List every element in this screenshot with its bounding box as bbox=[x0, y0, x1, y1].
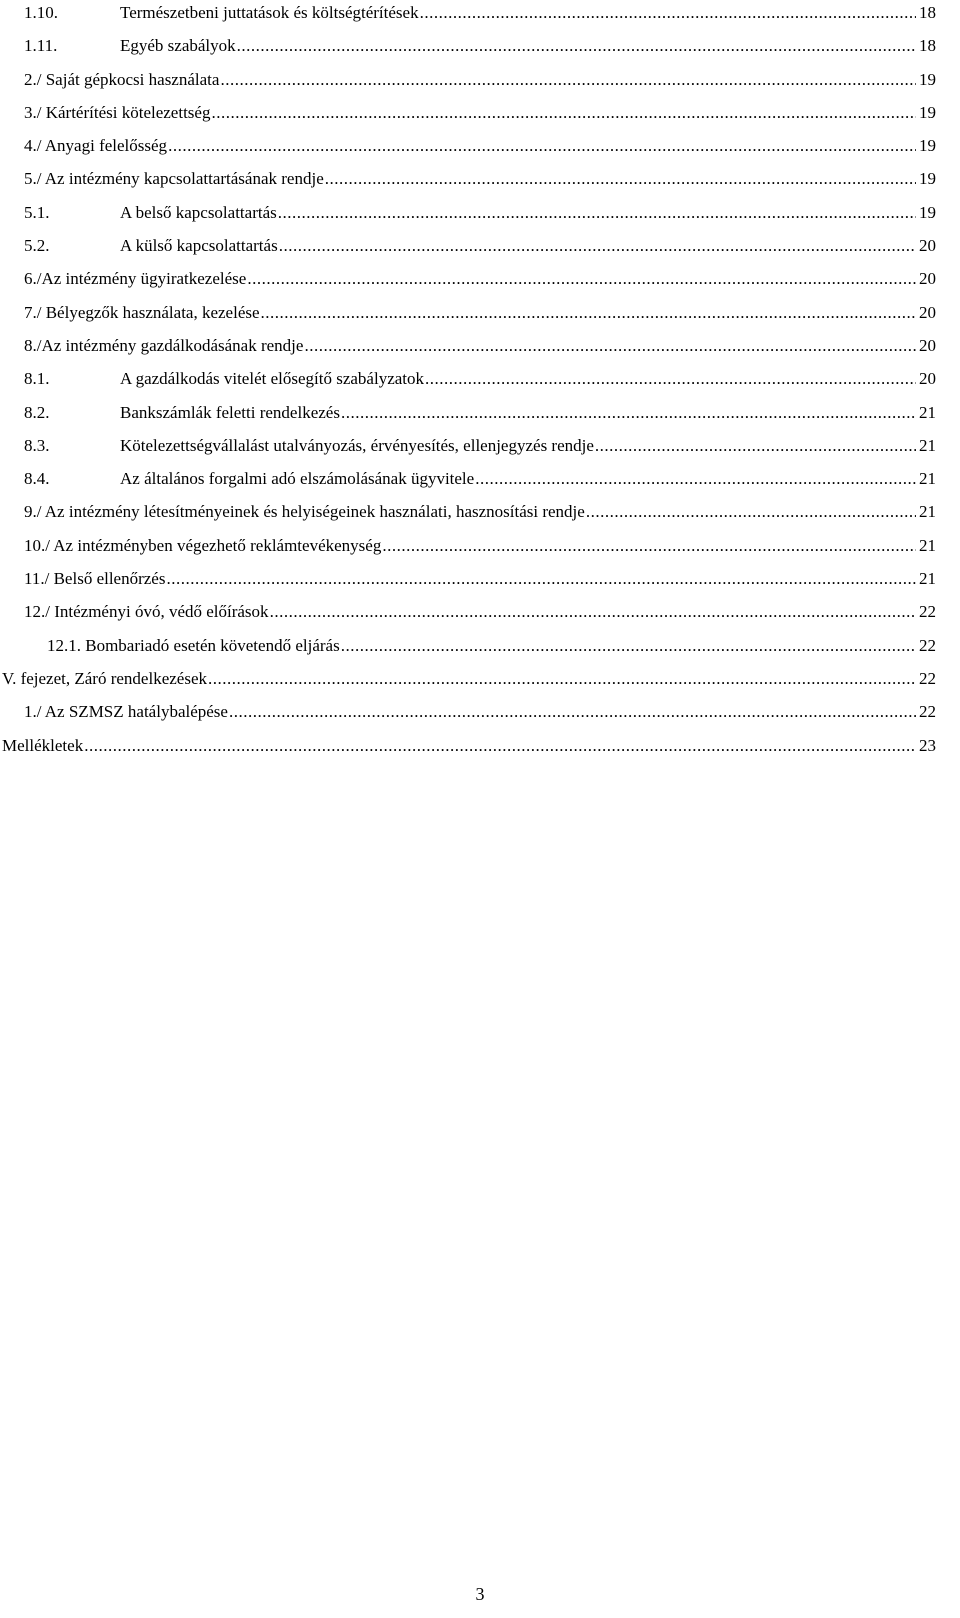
toc-entry-page: 20 bbox=[919, 369, 936, 389]
toc-entry-page: 20 bbox=[919, 302, 936, 322]
toc-entry-number: 1.10. bbox=[24, 3, 58, 22]
toc-entry[interactable] bbox=[0, 429, 960, 462]
toc-entry[interactable] bbox=[0, 695, 960, 728]
toc-entry-title: 8./Az intézmény gazdálkodásának rendje bbox=[24, 335, 304, 355]
toc-entry-page: 21 bbox=[919, 469, 936, 489]
toc-entry[interactable] bbox=[0, 495, 960, 528]
toc-entry[interactable] bbox=[0, 162, 960, 195]
toc-entry-title: Mellékletek bbox=[2, 735, 84, 755]
toc-dot-leader bbox=[261, 296, 916, 329]
toc-entry-page: 20 bbox=[919, 335, 936, 355]
toc-entry-page: 20 bbox=[919, 236, 936, 256]
toc-entry-title: 2./ Saját gépkocsi használata bbox=[24, 69, 220, 89]
toc-entry-title: V. fejezet, Záró rendelkezések bbox=[2, 668, 207, 688]
toc-dot-leader bbox=[382, 529, 916, 562]
toc-dot-leader bbox=[304, 329, 916, 362]
toc-entry[interactable] bbox=[0, 362, 960, 395]
toc-entry-page: 21 bbox=[919, 402, 936, 422]
toc-dot-leader bbox=[475, 462, 916, 495]
toc-dot-leader bbox=[211, 96, 916, 129]
toc-dot-leader bbox=[237, 29, 916, 62]
toc-entry-page: 21 bbox=[919, 535, 936, 555]
toc-entry-title: A belső kapcsolattartás bbox=[120, 202, 277, 222]
toc-entry[interactable] bbox=[0, 262, 960, 295]
toc-entry-title: 6./Az intézmény ügyiratkezelése bbox=[24, 269, 247, 289]
toc-entry-title: 3./ Kártérítési kötelezettség bbox=[24, 102, 211, 122]
page-number: 3 bbox=[475, 1584, 485, 1604]
toc-dot-leader bbox=[341, 629, 916, 662]
toc-entry-title: Kötelezettségvállalást utalványozás, érvényesítés, ellenjegyzés rendje bbox=[120, 435, 594, 455]
toc-dot-leader bbox=[270, 595, 916, 628]
toc-entry-title: Egyéb szabályok bbox=[120, 36, 236, 56]
toc-dot-leader bbox=[220, 63, 916, 96]
toc-entry-number: 1.11. bbox=[24, 36, 58, 56]
toc-entry-page: 19 bbox=[919, 202, 936, 222]
toc-entry-page: 21 bbox=[919, 569, 936, 589]
toc-dot-leader bbox=[168, 129, 916, 162]
toc-entry-page: 18 bbox=[919, 36, 936, 56]
toc-entry-page: 19 bbox=[919, 169, 936, 189]
toc-entry-title: 10./ Az intézményben végezhető reklámtevékenység bbox=[24, 535, 382, 555]
toc-entry[interactable] bbox=[0, 329, 960, 362]
toc-dot-leader bbox=[325, 162, 916, 195]
toc-entry[interactable] bbox=[0, 63, 960, 96]
toc-entry-page: 22 bbox=[919, 702, 936, 722]
toc-entry[interactable] bbox=[0, 0, 960, 29]
toc-entry[interactable] bbox=[0, 729, 960, 762]
toc-entry-page: 19 bbox=[919, 136, 936, 156]
toc-entry-title: Természetbeni juttatások és költségtérítések bbox=[120, 3, 419, 22]
toc-entry-page: 20 bbox=[919, 269, 936, 289]
toc-entry-page: 19 bbox=[919, 69, 936, 89]
toc-entry[interactable] bbox=[0, 396, 960, 429]
toc-entry-number: 5.2. bbox=[24, 236, 50, 256]
toc-entry-page: 22 bbox=[919, 635, 936, 655]
toc-entry-title: 12.1. Bombariadó esetén követendő eljárás bbox=[47, 635, 340, 655]
table-of-contents bbox=[0, 0, 960, 762]
toc-entry[interactable] bbox=[0, 595, 960, 628]
toc-entry-page: 18 bbox=[919, 3, 936, 22]
toc-entry-page: 21 bbox=[919, 502, 936, 522]
toc-entry-number: 8.1. bbox=[24, 369, 50, 389]
toc-entry[interactable] bbox=[0, 662, 960, 695]
toc-entry-title: 7./ Bélyegzők használata, kezelése bbox=[24, 302, 260, 322]
toc-entry-number: 5.1. bbox=[24, 202, 50, 222]
toc-dot-leader bbox=[341, 396, 916, 429]
toc-entry-title: 11./ Belső ellenőrzés bbox=[24, 569, 166, 589]
toc-dot-leader bbox=[586, 495, 916, 528]
toc-dot-leader bbox=[279, 229, 916, 262]
toc-dot-leader bbox=[595, 429, 916, 462]
toc-dot-leader bbox=[420, 0, 916, 29]
toc-entry-title: 9./ Az intézmény létesítményeinek és helyiségeinek használati, hasznosítási rendje bbox=[24, 502, 585, 522]
toc-dot-leader bbox=[278, 196, 916, 229]
toc-entry[interactable] bbox=[0, 129, 960, 162]
toc-entry-number: 8.2. bbox=[24, 402, 50, 422]
toc-entry-number: 8.4. bbox=[24, 469, 50, 489]
toc-dot-leader bbox=[425, 362, 916, 395]
toc-entry[interactable] bbox=[0, 196, 960, 229]
toc-dot-leader bbox=[166, 562, 916, 595]
toc-entry-page: 22 bbox=[919, 668, 936, 688]
toc-entry-title: Az általános forgalmi adó elszámolásának ügyvitele bbox=[120, 469, 475, 489]
toc-entry-page: 21 bbox=[919, 435, 936, 455]
toc-dot-leader bbox=[229, 695, 916, 728]
toc-dot-leader bbox=[208, 662, 916, 695]
toc-entry-title: 12./ Intézményi óvó, védő előírások bbox=[24, 602, 269, 622]
toc-entry[interactable] bbox=[0, 29, 960, 62]
toc-dot-leader bbox=[247, 262, 916, 295]
toc-entry-page: 23 bbox=[919, 735, 936, 755]
toc-entry-title: 5./ Az intézmény kapcsolattartásának rendje bbox=[24, 169, 324, 189]
toc-entry[interactable] bbox=[0, 296, 960, 329]
toc-entry[interactable] bbox=[0, 229, 960, 262]
toc-entry[interactable] bbox=[0, 629, 960, 662]
toc-entry-page: 19 bbox=[919, 102, 936, 122]
toc-entry-title: Bankszámlák feletti rendelkezés bbox=[120, 402, 340, 422]
toc-entry-title: A gazdálkodás vitelét elősegítő szabályzatok bbox=[120, 369, 425, 389]
toc-entry-title: 1./ Az SZMSZ hatálybalépése bbox=[24, 702, 228, 722]
toc-entry-number: 8.3. bbox=[24, 435, 50, 455]
toc-entry-title: A külső kapcsolattartás bbox=[120, 236, 278, 256]
toc-entry[interactable] bbox=[0, 562, 960, 595]
toc-dot-leader bbox=[84, 729, 916, 762]
toc-entry[interactable] bbox=[0, 462, 960, 495]
toc-entry-page: 22 bbox=[919, 602, 936, 622]
toc-entry[interactable] bbox=[0, 96, 960, 129]
toc-entry-title: 4./ Anyagi felelősség bbox=[24, 136, 168, 156]
toc-entry[interactable] bbox=[0, 529, 960, 562]
